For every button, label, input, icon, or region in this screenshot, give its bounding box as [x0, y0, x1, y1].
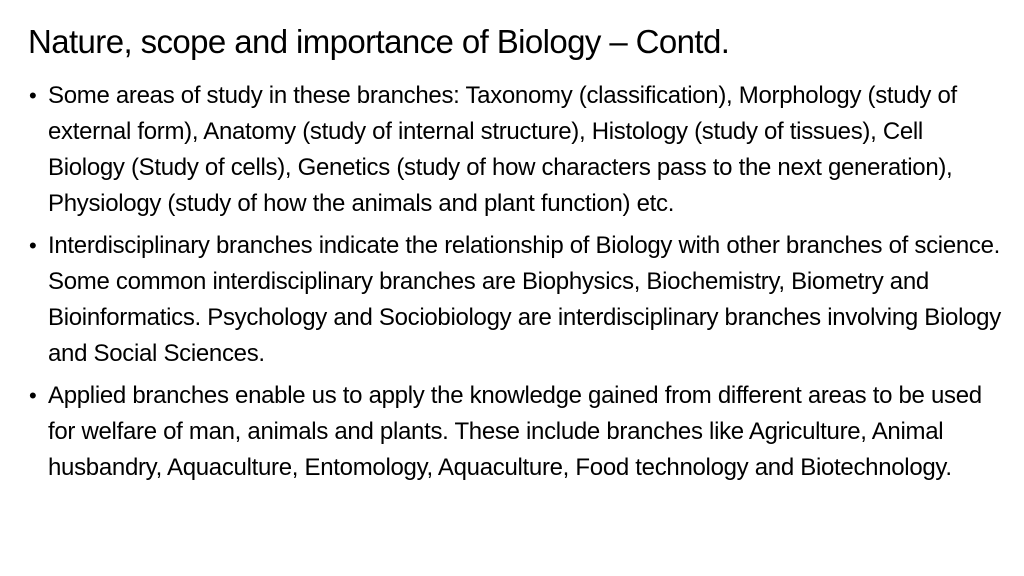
bullet-item [28, 78, 1003, 222]
bullet-item [28, 228, 1003, 372]
bullet-text: Interdisciplinary branches indicate the relationship of Biology with other branches of science. Some common interdisciplinary branches are Biophysics, Biochemistry, Biometry and Bioinformatics. Psychology and Sociobiology are interdisciplinary branches involving Biology and Social Sciences. [48, 232, 1001, 367]
slide-title: Nature, scope and importance of Biology – Contd. [28, 23, 730, 60]
bullet-dot-icon: • [29, 383, 37, 408]
bullet-text: Applied branches enable us to apply the knowledge gained from different areas to be used for welfare of man, animals and plants. These include branches like Agriculture, Animal husbandry, Aquaculture, Entomology, Aquaculture, Food technology and Biotechnology. [48, 382, 982, 481]
bullet-dot-icon: • [29, 233, 37, 258]
bullet-list [28, 78, 1003, 492]
bullet-text: Some areas of study in these branches: Taxonomy (classification), Morphology (study of external form), Anatomy (study of internal structure), Histology (study of tissues), Cell Biology (Study of cells), Genetics (study of how characters pass to the next generation), Physiology (study of how the animals and plant function) etc. [48, 82, 957, 217]
bullet-item [28, 378, 1003, 486]
bullet-dot-icon: • [29, 83, 37, 108]
